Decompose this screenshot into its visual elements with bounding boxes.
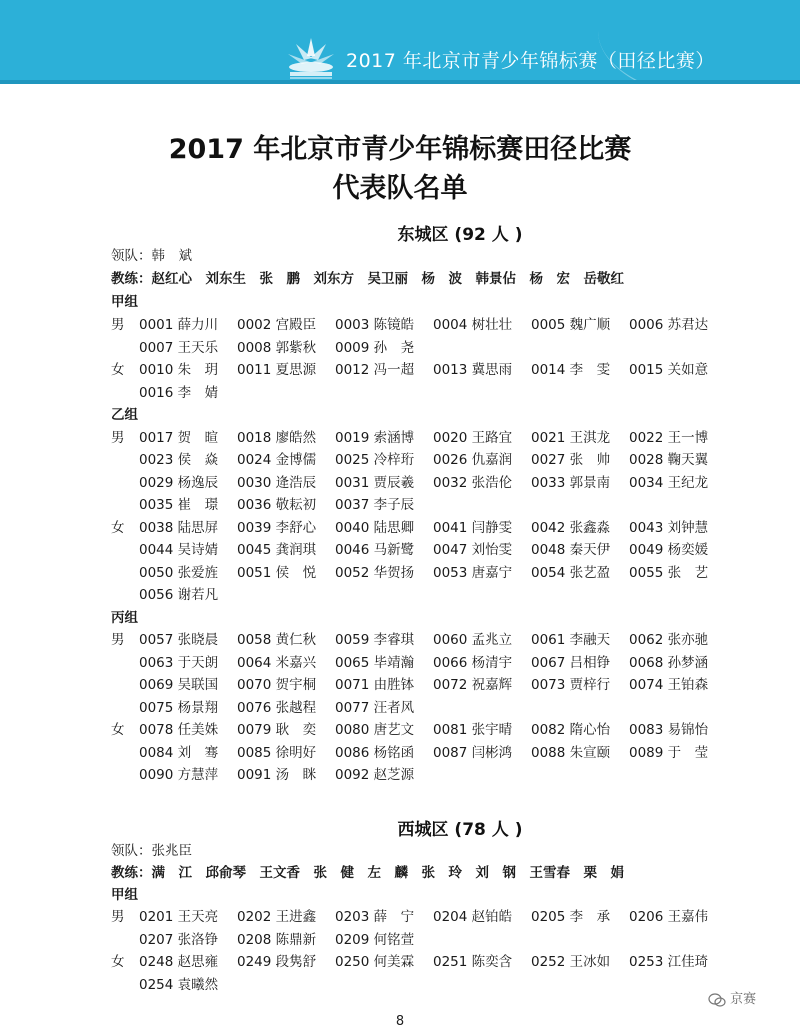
athlete-entry: 0062 张亦驰 <box>629 632 709 648</box>
athlete-entry: 0052 华贺扬 <box>335 564 415 581</box>
athlete-entry: 0008 郭紫秋 <box>237 339 317 356</box>
athlete-entry: 0003 陈镜皓 <box>335 317 415 333</box>
athlete-entry: 0250 何美霖 <box>335 954 415 970</box>
athlete-entry: 0205 李 承 <box>531 909 611 925</box>
athlete-entry: 0201 王天亮 <box>139 909 219 925</box>
athlete-entry: 0047 刘怡雯 <box>433 542 513 558</box>
athlete-entry: 0001 薛力川 <box>139 317 219 333</box>
athlete-entry: 0083 易锦怡 <box>629 722 709 738</box>
athlete-entry: 0028 鞠天翼 <box>629 452 709 468</box>
header-bar <box>0 0 800 84</box>
athlete-entry: 0022 王一博 <box>629 429 709 446</box>
athlete-entry: 0251 陈奕含 <box>433 954 513 970</box>
athlete-entry: 0034 王纪龙 <box>629 474 709 491</box>
athlete-entry: 0033 郭景南 <box>531 474 611 491</box>
coach-list: 教练：满 江 邱俞琴 王文香 张 健 左 麟 张 玲 刘 钢 王雪春 栗 娟 <box>111 865 624 881</box>
group-label: 甲组 <box>111 887 138 903</box>
athlete-entry: 0253 江佳琦 <box>629 954 709 970</box>
athlete-entry: 0075 杨景翔 <box>139 699 219 716</box>
gender-label: 女 <box>111 519 125 536</box>
athlete-entry: 0016 李 婧 <box>139 384 219 401</box>
athlete-entry: 0254 袁曦然 <box>139 976 219 993</box>
athlete-entry: 0055 张 艺 <box>629 564 709 581</box>
athlete-entry: 0032 张浩伦 <box>433 474 513 491</box>
athlete-entry: 0053 唐嘉宁 <box>433 564 513 581</box>
athlete-entry: 0013 冀思雨 <box>433 362 513 378</box>
district-heading-xicheng: 西城区 (78 人 ) <box>397 820 523 840</box>
athlete-entry: 0037 李子辰 <box>335 497 415 513</box>
athlete-entry: 0203 薛 宁 <box>335 909 415 925</box>
athlete-entry: 0252 王冰如 <box>531 954 611 970</box>
group-label: 甲组 <box>111 294 138 310</box>
athlete-entry: 0011 夏思源 <box>237 362 317 378</box>
athlete-entry: 0025 冷梓珩 <box>335 452 415 468</box>
athlete-entry: 0089 于 莹 <box>629 744 709 761</box>
athlete-entry: 0046 马新鹭 <box>335 542 415 558</box>
athlete-entry: 0204 赵铂皓 <box>433 909 513 925</box>
gender-label: 男 <box>111 317 125 333</box>
athlete-entry: 0023 侯 焱 <box>139 452 219 468</box>
coach-list: 教练：赵红心 刘东生 张 鹏 刘东方 吴卫丽 杨 波 韩景佔 杨 宏 岳敬红 <box>111 271 624 287</box>
athlete-entry: 0069 吴联国 <box>139 677 219 693</box>
athlete-entry: 0015 关如意 <box>629 362 709 378</box>
athlete-entry: 0007 王天乐 <box>139 339 219 356</box>
group-label: 丙组 <box>111 609 138 626</box>
athlete-entry: 0043 刘钟慧 <box>629 519 709 536</box>
athlete-entry: 0079 耿 奕 <box>237 722 317 738</box>
document-title: 2017 年北京市青少年锦标赛田径比赛 <box>168 134 632 165</box>
athlete-entry: 0017 贺 暄 <box>139 429 219 446</box>
athlete-entry: 0060 孟兆立 <box>433 632 513 648</box>
athlete-entry: 0045 龚润琪 <box>237 542 317 558</box>
athlete-entry: 0014 李 雯 <box>531 362 611 378</box>
athlete-entry: 0068 孙梦涵 <box>629 654 709 671</box>
athlete-entry: 0056 谢若凡 <box>139 587 219 603</box>
athlete-entry: 0024 金博儒 <box>237 452 317 468</box>
athlete-entry: 0065 毕靖瀚 <box>335 654 415 671</box>
athlete-entry: 0018 廖皓然 <box>237 429 317 446</box>
athlete-entry: 0029 杨逸辰 <box>139 474 219 491</box>
athlete-entry: 0042 张鑫淼 <box>531 519 611 536</box>
athlete-entry: 0021 王淇龙 <box>531 429 611 446</box>
athlete-entry: 0019 索涵博 <box>335 429 415 446</box>
athlete-entry: 0063 于天朗 <box>139 654 219 671</box>
athlete-entry: 0092 赵芝源 <box>335 767 415 783</box>
athlete-entry: 0004 树壮壮 <box>433 317 513 333</box>
athlete-entry: 0208 陈鼎新 <box>237 931 317 948</box>
page-number: 8 <box>395 1014 405 1029</box>
athlete-entry: 0051 侯 悦 <box>237 564 317 581</box>
athlete-entry: 0035 崔 璟 <box>139 497 219 513</box>
athlete-entry: 0206 王嘉伟 <box>629 909 709 925</box>
watermark <box>708 988 756 1007</box>
athlete-entry: 0061 李融天 <box>531 632 611 648</box>
athlete-entry: 0090 方慧萍 <box>139 767 219 783</box>
athlete-entry: 0080 唐艺文 <box>335 722 415 738</box>
athlete-entry: 0073 贾梓行 <box>531 677 611 693</box>
group-label: 乙组 <box>111 407 138 423</box>
athlete-entry: 0071 由胜钵 <box>335 677 415 693</box>
athlete-entry: 0091 汤 眯 <box>237 767 317 783</box>
athlete-entry: 0077 汪者风 <box>335 699 415 716</box>
gender-label: 女 <box>111 722 125 738</box>
athlete-entry: 0059 李睿琪 <box>335 632 415 648</box>
header-band <box>0 80 800 84</box>
athlete-entry: 0066 杨清宇 <box>433 654 513 671</box>
athlete-entry: 0026 仇嘉润 <box>433 452 513 468</box>
athlete-entry: 0078 任美姝 <box>139 722 219 738</box>
gender-label: 男 <box>111 632 125 648</box>
athlete-entry: 0070 贺宇桐 <box>237 677 317 693</box>
athlete-entry: 0248 赵思雍 <box>139 954 219 970</box>
athlete-entry: 0012 冯一超 <box>335 362 415 378</box>
athlete-entry: 0031 贾辰羲 <box>335 474 415 491</box>
event-logo-icon <box>282 34 340 80</box>
athlete-entry: 0049 杨奕媛 <box>629 542 709 558</box>
athlete-entry: 0084 刘 骞 <box>139 744 219 761</box>
athlete-entry: 0209 何铭萱 <box>335 931 415 948</box>
athlete-entry: 0048 秦天伊 <box>531 542 611 558</box>
athlete-entry: 0249 段隽舒 <box>237 954 317 970</box>
team-leader: 领队：张兆臣 <box>111 843 192 859</box>
athlete-entry: 0002 宫殿臣 <box>237 317 317 333</box>
document-subtitle: 代表队名单 <box>332 173 468 204</box>
team-leader: 领队：韩 斌 <box>111 248 192 264</box>
athlete-entry: 0076 张越程 <box>237 699 317 716</box>
district-heading-dongcheng: 东城区 (92 人 ) <box>397 225 523 245</box>
header-title: 2017 年北京市青少年锦标赛（田径比赛） <box>346 50 715 72</box>
athlete-entry: 0009 孙 尧 <box>335 339 415 356</box>
athlete-entry: 0030 逄浩辰 <box>237 474 317 491</box>
athlete-entry: 0088 朱宣颐 <box>531 744 611 761</box>
athlete-entry: 0010 朱 玥 <box>139 362 219 378</box>
athlete-entry: 0005 魏广顺 <box>531 317 611 333</box>
wechat-icon <box>708 993 726 1007</box>
gender-label: 女 <box>111 362 125 378</box>
athlete-entry: 0036 敬耘初 <box>237 497 317 513</box>
athlete-entry: 0086 杨铭函 <box>335 744 415 761</box>
athlete-entry: 0067 吕相铮 <box>531 654 611 671</box>
gender-label: 男 <box>111 429 125 446</box>
athlete-entry: 0081 张宇晴 <box>433 722 513 738</box>
gender-label: 女 <box>111 954 125 970</box>
gender-label: 男 <box>111 909 125 925</box>
athlete-entry: 0057 张晓晨 <box>139 632 219 648</box>
athlete-entry: 0006 苏君达 <box>629 317 709 333</box>
athlete-entry: 0040 陆思卿 <box>335 519 415 536</box>
athlete-entry: 0038 陆思屏 <box>139 519 219 536</box>
athlete-entry: 0202 王进鑫 <box>237 909 317 925</box>
athlete-entry: 0054 张艺盈 <box>531 564 611 581</box>
athlete-entry: 0027 张 帅 <box>531 452 611 468</box>
athlete-entry: 0085 徐明好 <box>237 744 317 761</box>
athlete-entry: 0207 张洛铮 <box>139 931 219 948</box>
athlete-entry: 0044 吴诗婧 <box>139 542 219 558</box>
athlete-entry: 0087 闫彬鸿 <box>433 744 513 761</box>
athlete-entry: 0074 王铂森 <box>629 677 709 693</box>
athlete-entry: 0072 祝嘉辉 <box>433 677 513 693</box>
athlete-entry: 0039 李舒心 <box>237 519 317 536</box>
athlete-entry: 0050 张爱旌 <box>139 564 219 581</box>
athlete-entry: 0064 米嘉兴 <box>237 654 317 671</box>
athlete-entry: 0041 闫静雯 <box>433 519 513 536</box>
athlete-entry: 0082 隋心怡 <box>531 722 611 738</box>
athlete-entry: 0058 黄仁秋 <box>237 632 317 648</box>
watermark-text: 京赛 <box>730 992 757 1007</box>
athlete-entry: 0020 王路宜 <box>433 429 513 446</box>
